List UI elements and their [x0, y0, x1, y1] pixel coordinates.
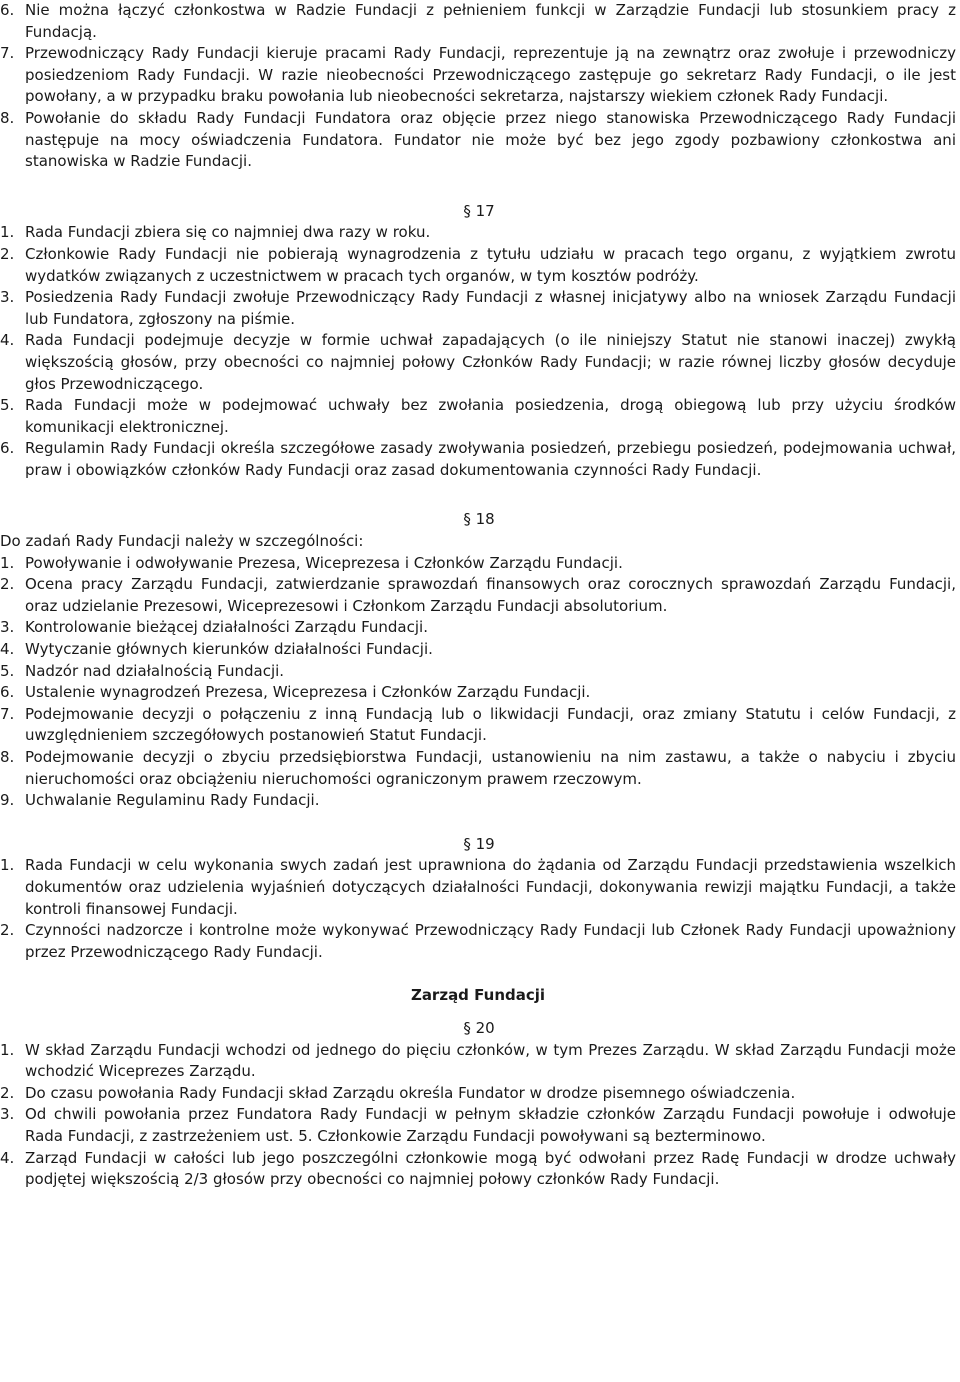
- numbered-clause: [0, 108, 956, 173]
- paragraph-number: § 20: [463, 1018, 495, 1037]
- clause-number: 6.: [0, 683, 15, 702]
- numbered-clause: [0, 790, 956, 812]
- clause-text: Powoływanie i odwoływanie Prezesa, Wiceprezesa i Członków Zarządu Fundacji.: [25, 553, 623, 572]
- numbered-clause: [0, 553, 956, 575]
- numbered-clause: [0, 287, 956, 330]
- numbered-clause: [0, 1148, 956, 1191]
- numbered-clause: [0, 639, 956, 661]
- clause-number: 4.: [0, 331, 15, 350]
- clause-number: 2.: [0, 244, 15, 263]
- clause-number: 3.: [0, 618, 15, 637]
- numbered-clause: [0, 617, 956, 639]
- section-heading: Zarząd Fundacji: [410, 986, 546, 1005]
- numbered-clause: [0, 574, 956, 617]
- clause-text: Ustalenie wynagrodzeń Prezesa, Wiceprezesa i Członków Zarządu Fundacji.: [25, 683, 591, 702]
- clause-number: 1.: [0, 553, 15, 572]
- clause-number: 7.: [0, 44, 15, 63]
- numbered-clause: [0, 438, 956, 481]
- clause-number: 8.: [0, 108, 15, 127]
- numbered-clause: [0, 704, 956, 747]
- numbered-clause: [0, 43, 956, 108]
- numbered-clause: [0, 855, 956, 920]
- numbered-clause: [0, 661, 956, 683]
- vertical-spacer: [0, 1007, 956, 1018]
- clause-number: 9.: [0, 791, 15, 810]
- numbered-clause: [0, 682, 956, 704]
- clause-text: Od chwili powołania przez Fundatora Rady Fundacji w pełnym składzie członków Zarządu Fundacji powołuje i odwołuje Rada Fundacji, z zastrzeżeniem ust. 5. Członkowie Zarządu Fundacji powoływani są bezterminowo.: [25, 1105, 956, 1145]
- numbered-clause: [0, 1104, 956, 1147]
- clause-number: 3.: [0, 1105, 15, 1124]
- clause-number: 1.: [0, 223, 15, 242]
- numbered-clause: [0, 0, 956, 43]
- clause-text: Podejmowanie decyzji o zbyciu przedsiębiorstwa Fundacji, ustanowieniu na nim zastawu, a także o nabyciu i zbyciu nieruchomości oraz obciążeniu nieruchomości ograniczonym prawem rzeczowym.: [25, 748, 956, 788]
- clause-text: Wytyczanie głównych kierunków działalności Fundacji.: [25, 640, 433, 659]
- clause-text: Przewodniczący Rady Fundacji kieruje pracami Rady Fundacji, reprezentuje ją na zewnątrz oraz zwołuje i przewodniczy posiedzeniom Rady Fundacji. W razie nieobecności Przewodniczącego zastępuje go sekretarz Rady Fundacji, o ile jest powołany, a w przypadku braku powołania lub nieobecności sekretarza, najstarszy wiekiem członek Rady Fundacji.: [25, 44, 956, 106]
- clause-number: 7.: [0, 704, 15, 723]
- clause-text: Posiedzenia Rady Fundacji zwołuje Przewodniczący Rady Fundacji z własnej inicjatywy albo na wniosek Zarządu Fundacji lub Fundatora, zgłoszony na piśmie.: [25, 288, 956, 328]
- clause-number: 1.: [0, 1040, 15, 1059]
- clause-number: 6.: [0, 439, 15, 458]
- clause-text: Powołanie do składu Rady Fundacji Fundatora oraz objęcie przez niego stanowiska Przewodniczącego Rady Fundacji następuje na mocy oświadczenia Fundatora. Fundator nie może być bez jego zgody pozbawiony członkostwa ani stanowiska w Radzie Fundacji.: [25, 108, 956, 171]
- clause-text: Ocena pracy Zarządu Fundacji, zatwierdzanie sprawozdań finansowych oraz corocznych sprawozdań Zarządu Fundacji, oraz udzielanie Prezesowi, Wiceprezesowi i Członkom Zarządu Fundacji absolutorium.: [25, 575, 956, 615]
- clause-text: Zarząd Fundacji w całości lub jego poszczególni członkowie mogą być odwołani przez Radę Fundacji w drodze uchwały podjętej większością 2/3 głosów przy obecności co najmniej połowy członków Rady Fundacji.: [25, 1148, 956, 1189]
- clause-number: 4.: [0, 640, 15, 659]
- numbered-clause: [0, 244, 956, 287]
- clause-number: 1.: [0, 856, 15, 875]
- clause-number: 5.: [0, 661, 15, 680]
- clause-text: Członkowie Rady Fundacji nie pobierają wynagrodzenia z tytułu udziału w pracach tego organu, z wyjątkiem zwrotu wydatków związanych z uczestnictwem w pracach tych organów, w tym kosztów podróży.: [25, 244, 956, 285]
- numbered-clause: [0, 920, 956, 963]
- clause-text: Kontrolowanie bieżącej działalności Zarządu Fundacji.: [25, 618, 428, 637]
- clause-number: 6.: [0, 1, 15, 19]
- numbered-clause: [0, 1040, 956, 1083]
- paragraph-number: § 19: [463, 834, 495, 853]
- clause-number: 2.: [0, 1083, 15, 1102]
- clause-number: 2.: [0, 575, 15, 594]
- paragraph-number: § 17: [463, 201, 495, 220]
- numbered-clause: [0, 395, 956, 438]
- clause-number: 5.: [0, 396, 15, 415]
- vertical-spacer: [0, 812, 956, 834]
- clause-text: Rada Fundacji w celu wykonania swych zadań jest uprawniona do żądania od Zarządu Fundacji przedstawienia wszelkich dokumentów oraz udzielenia wyjaśnień dotyczących działalności Fundacji, dokonywania rewizji majątku Fundacji, a także kontroli finansowej Fundacji.: [25, 856, 956, 918]
- clause-number: 4.: [0, 1148, 15, 1167]
- clause-text: Rada Fundacji podejmuje decyzje w formie uchwał zapadających (o ile niniejszy Statut nie stanowi inaczej) zwykłą większością głosów, przy obecności co najmniej połowy Członków Rady Fundacji; w razie równej liczby głosów decyduje głos Przewodniczącego.: [25, 331, 956, 393]
- clause-number: 2.: [0, 921, 15, 940]
- clause-text: Podejmowanie decyzji o połączeniu z inną Fundacją lub o likwidacji Fundacji, oraz zmiany Statutu i celów Fundacji, z uwzględnieniem szczegółowych postanowień Statut Fundacji.: [25, 704, 956, 745]
- vertical-spacer: [0, 173, 956, 201]
- clause-text: Uchwalanie Regulaminu Rady Fundacji.: [25, 791, 320, 810]
- clause-text: Czynności nadzorcze i kontrolne może wykonywać Przewodniczący Rady Fundacji lub Członek Rady Fundacji upoważniony przez Przewodniczącego Rady Fundacji.: [25, 921, 956, 961]
- paragraph-number: § 18: [463, 510, 495, 529]
- vertical-spacer: [0, 963, 956, 985]
- numbered-clause: [0, 330, 956, 395]
- clause-text: Rada Fundacji zbiera się co najmniej dwa razy w roku.: [25, 223, 431, 242]
- numbered-clause: [0, 222, 956, 244]
- clause-text: W skład Zarządu Fundacji wchodzi od jednego do pięciu członków, w tym Prezes Zarządu. W skład Zarządu Fundacji może wchodzić Wiceprezes Zarządu.: [25, 1040, 956, 1081]
- numbered-clause: [0, 1083, 956, 1105]
- clause-text: Rada Fundacji może w podejmować uchwały bez zwołania posiedzenia, drogą obiegową lub przy użyciu środków komunikacji elektronicznej.: [25, 396, 956, 436]
- numbered-clause: [0, 747, 956, 790]
- clause-text: Do czasu powołania Rady Fundacji skład Zarządu określa Fundator w drodze pisemnego oświadczenia.: [25, 1083, 796, 1102]
- clause-text: Nie można łączyć członkostwa w Radzie Fundacji z pełnieniem funkcji w Zarządzie Fundacji lub stosunkiem pracy z Fundacją.: [25, 1, 956, 41]
- clause-number: 3.: [0, 288, 15, 307]
- vertical-spacer: [0, 481, 956, 509]
- clause-text: Nadzór nad działalnością Fundacji.: [25, 661, 285, 680]
- clause-text: Regulamin Rady Fundacji określa szczegółowe zasady zwoływania posiedzeń, przebiegu posiedzeń, podejmowania uchwał, praw i obowiązków członków Rady Fundacji oraz zasad dokumentowania czynności Rady Fundacji.: [25, 439, 956, 479]
- clause-number: 8.: [0, 748, 15, 766]
- intro-text: Do zadań Rady Fundacji należy w szczególności:: [0, 532, 364, 551]
